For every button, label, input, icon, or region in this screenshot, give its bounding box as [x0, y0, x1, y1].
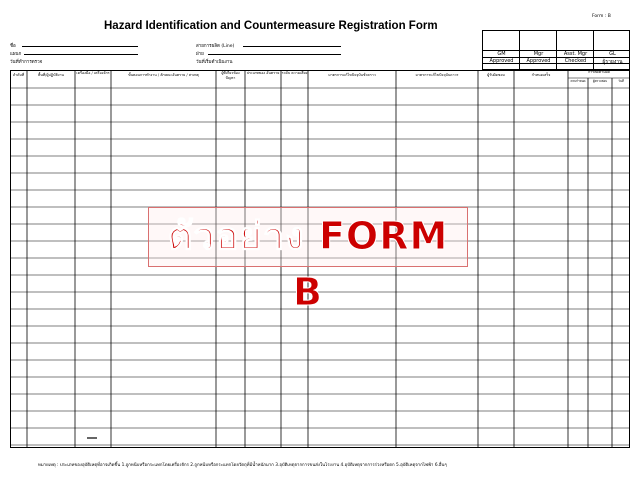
- status-gl: ผู้รายงาน: [602, 58, 623, 65]
- form-number: Form : B: [592, 14, 611, 19]
- line-field-line[interactable]: [243, 46, 341, 47]
- col-header-temp-measure: มาตรการแก้ไขปัจจุบันชั่วคราว: [328, 73, 376, 77]
- col-header-responsible: ผู้รับผิดชอบ: [487, 73, 505, 77]
- footer-note: หมายเหตุ : ประเภทของอุบัติเหตุที่อาจเกิดขึ้น 1.ถูกหนีบหรือกระแทกโดยเครื่องจักร 2.ถูกหนีบหรือกระแทกโดยวัตถุที่มีน้ำหนักมาก 3.อุบัติเหตุจากการขนส่งในโรงงาน 4.อุบัติเหตุจากการร่วงหรือตก 5.อุบัติเหตุจากไฟฟ้า 6.อื่นๆ: [38, 463, 447, 468]
- sample-watermark: [148, 207, 468, 314]
- start-date-label: วันที่เริ่มดำเนินงาน: [196, 60, 233, 65]
- col-header-perm-measure: มาตรการแก้ไขปัจจุบันถาวร: [415, 73, 459, 77]
- col-header-hazard-type: ประเภทของ อันตราย: [246, 71, 280, 75]
- role-asst-mgr: Asst. Mgr: [563, 51, 588, 57]
- department-field-label: แผนก: [10, 52, 22, 57]
- role-gl: GL: [609, 51, 616, 57]
- followup-sub-checker: ผู้ตรวจสอบ: [592, 79, 608, 83]
- form-title: Hazard Identification and Countermeasure Registration Form: [104, 20, 438, 32]
- col-header-process: ขั้นตอนการทำงาน / ลักษณะอันตราย / สาเหตุ: [128, 73, 199, 77]
- followup-sub-date: วันที่: [618, 79, 624, 83]
- division-field-line[interactable]: [208, 54, 341, 55]
- status-gm: Approved: [489, 57, 514, 64]
- col-header-area: พื้นที่/ผู้ปฏิบัติงาน: [37, 73, 65, 77]
- inspection-date-label: วันที่ทำการตรวจ: [10, 60, 43, 65]
- approval-box: [482, 30, 630, 70]
- col-header-machine: เครื่องมือ / เครื่องจักร: [76, 71, 110, 75]
- role-gm: GM: [497, 51, 506, 57]
- status-asst-mgr: Checked: [564, 57, 587, 64]
- col-header-involved: ผู้ที่เกี่ยวข้อง ปัญหา: [221, 71, 240, 80]
- role-mgr: Mgr: [533, 51, 544, 57]
- watermark-text: ตัวอย่าง FORM B: [167, 214, 449, 314]
- col-header-followup: การติดตามผล: [588, 70, 610, 74]
- followup-sub-due: ครบกำหนด: [570, 79, 586, 83]
- line-field-label: สายการผลิต (Line): [196, 44, 235, 49]
- name-field-line[interactable]: [22, 46, 138, 47]
- division-field-label: ฝ่าย: [196, 52, 204, 57]
- col-header-risk-level: ระดับ ความเสี่ยง: [281, 71, 308, 75]
- col-header-due-date: กำหนดเสร็จ: [531, 73, 551, 77]
- name-field-label: ชื่อ: [10, 44, 16, 49]
- status-mgr: Approved: [526, 57, 551, 64]
- col-header-no: ลำดับที่: [12, 73, 25, 77]
- department-field-line[interactable]: [24, 54, 138, 55]
